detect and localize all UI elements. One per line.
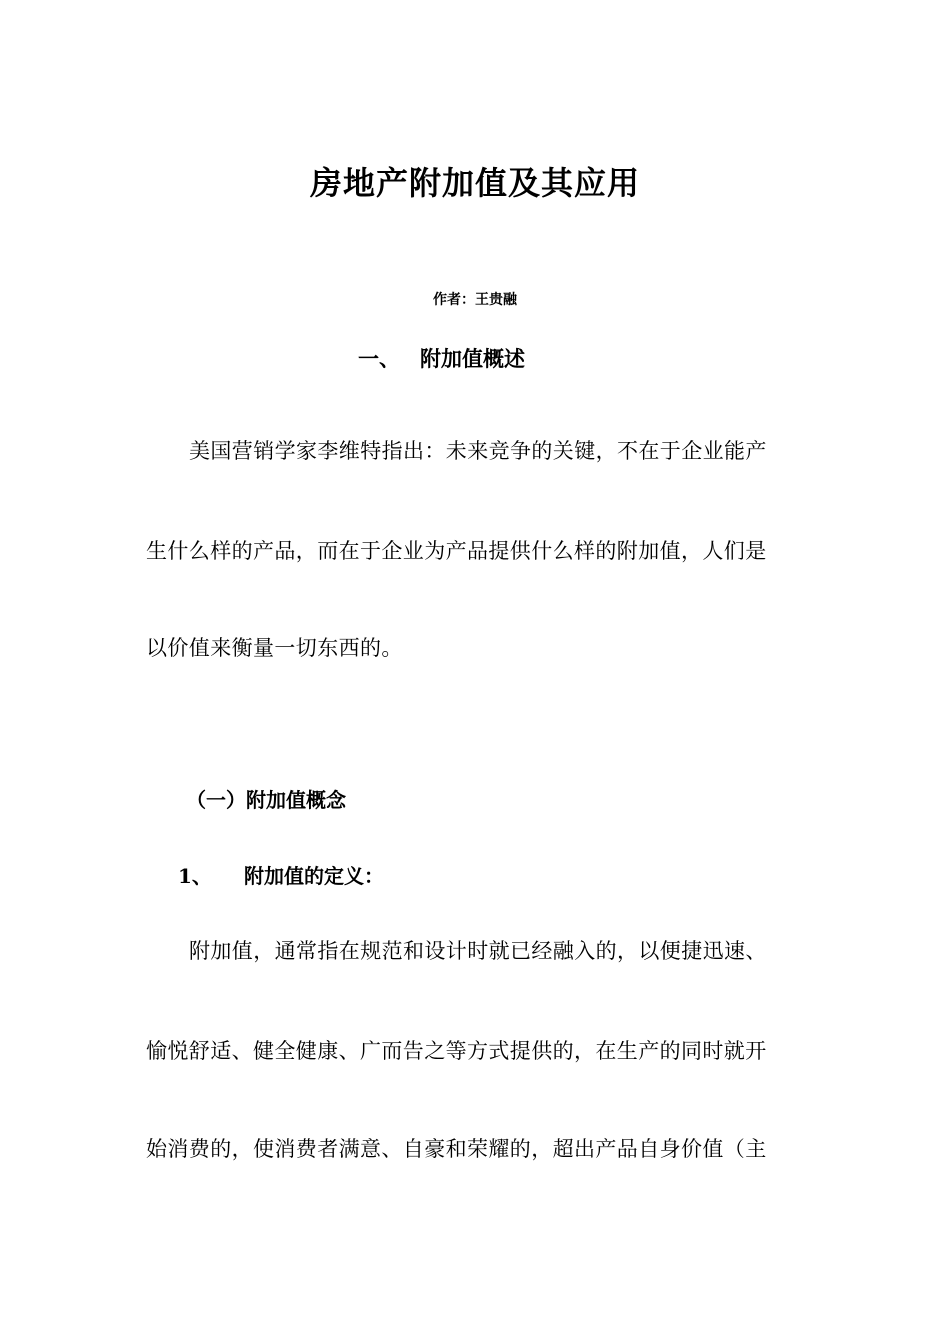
paragraph-line: 始消费的，使消费者满意、自豪和荣耀的，超出产品自身价值（主 — [146, 1137, 767, 1161]
section-heading — [358, 343, 525, 373]
item-heading — [178, 860, 384, 889]
paragraph-line: 以价值来衡量一切东西的。 — [146, 636, 403, 660]
section-title: 附加值概述 — [420, 347, 525, 371]
item-number: 1、 — [178, 864, 212, 888]
paragraph-line: 附加值，通常指在规范和设计时就已经融入的，以便捷迅速、 — [189, 939, 767, 963]
author-line: 作者：王贵融 — [433, 292, 517, 308]
paragraph-line: 愉悦舒适、健全健康、广而告之等方式提供的，在生产的同时就开 — [146, 1039, 767, 1063]
item-title: 附加值的定义： — [244, 864, 384, 888]
subsection-heading: （一）附加值概念 — [186, 788, 346, 812]
document-title: 房地产附加值及其应用 — [309, 164, 640, 202]
section-number: 一、 — [358, 347, 400, 371]
paragraph-line: 美国营销学家李维特指出：未来竞争的关键，不在于企业能产 — [189, 439, 767, 463]
paragraph-line: 生什么样的产品，而在于企业为产品提供什么样的附加值，人们是 — [146, 539, 767, 563]
